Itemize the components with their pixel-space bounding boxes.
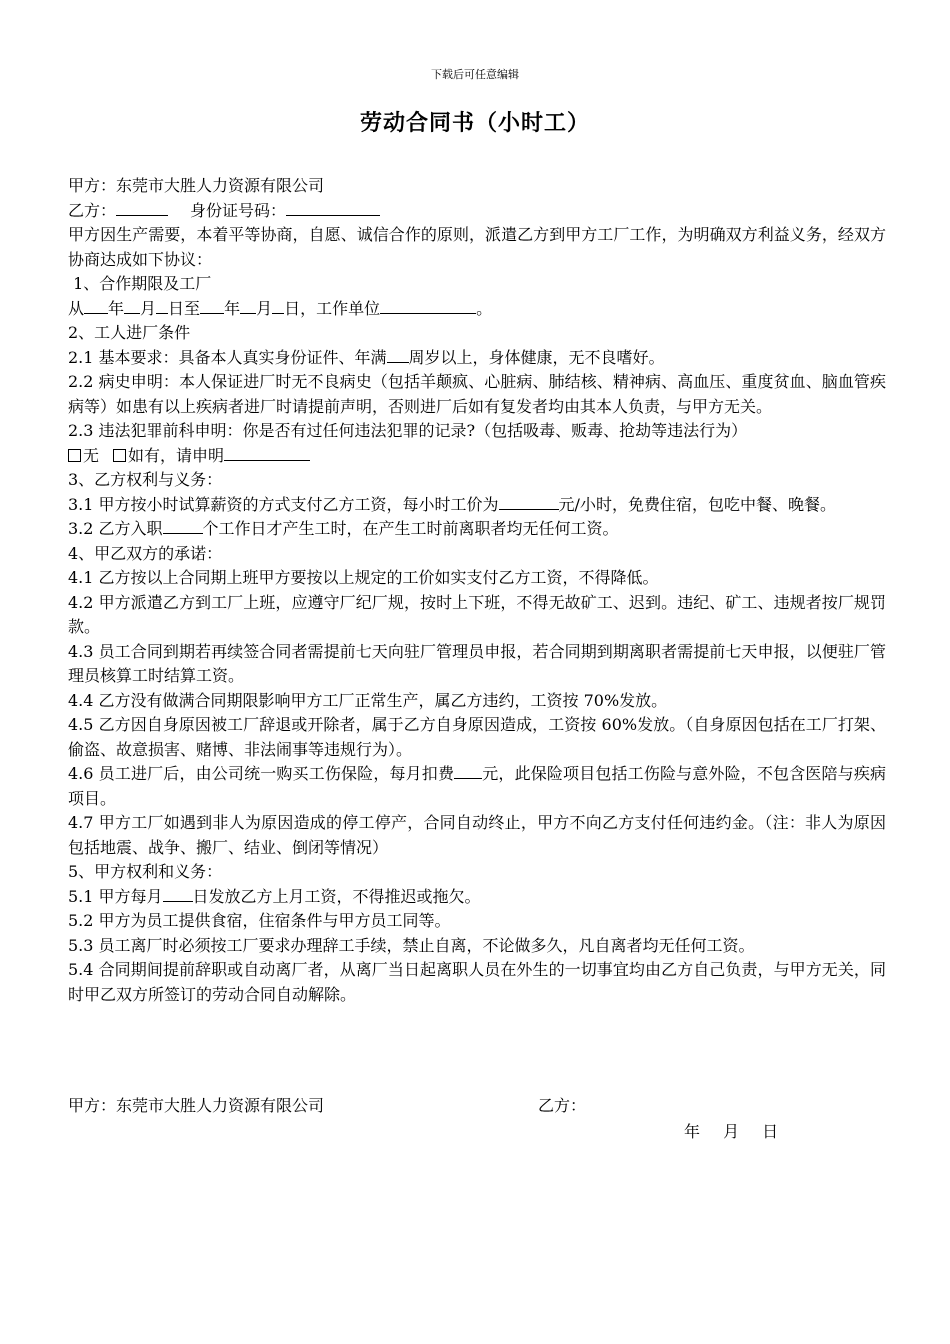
clause-2-2: 2.2 病史申明：本人保证进厂时无不良病史（包括羊颠疯、心脏病、肺结核、精神病、高血压、重度贫血、脑血管疾病等）如患有以上疾病者进厂时请提前声明，否则进厂后如有复发者均由其本人负责，与甲方无关。: [68, 372, 886, 416]
clause-3-1: [68, 493, 886, 518]
section-4-heading: 4、甲乙双方的承诺：: [68, 543, 223, 563]
end-day-blank[interactable]: [272, 298, 284, 314]
criminal-record-options: [68, 444, 886, 469]
work-unit-blank[interactable]: [380, 298, 476, 314]
clause-4-7: 4.7 甲方工厂如遇到非人为原因造成的停工停产，合同自动终止，甲方不向乙方支付任何违约金。（注：非人为原因包括地震、战争、搬厂、结业、倒闭等情况）: [68, 813, 886, 857]
section-2-heading: 2、工人进厂条件: [68, 323, 191, 342]
section-1-heading: 1、合作期限及工厂: [68, 274, 212, 293]
clause-4-2: 4.2 甲方派遣乙方到工厂上班，应遵守厂纪厂规，按时上下班，不得无故矿工、迟到。违纪、矿工、违规者按厂规罚款。: [68, 592, 886, 636]
id-number-blank[interactable]: [286, 200, 380, 216]
clause-4-4: 4.4 乙方没有做满合同期限影响甲方工厂正常生产，属乙方违约，工资按 70%发放。: [68, 690, 668, 710]
checkbox-yes[interactable]: [113, 449, 126, 462]
clause-5-1: [68, 885, 886, 910]
end-month-blank[interactable]: [240, 298, 256, 314]
party-b-line: [68, 199, 886, 224]
clause-4-5: 4.5 乙方因自身原因被工厂辞退或开除者，属于乙方自身原因造成，工资按 60%发放。（自身原因包括在工厂打架、偷盗、故意损害、赌博、非法闹事等违规行为）。: [68, 715, 886, 759]
day-to-label: 日至: [168, 298, 201, 318]
clause-2-1-text: 2.1 基本要求：具备本人真实身份证件、年满: [68, 347, 387, 367]
month-label: 月: [256, 298, 273, 318]
party-b-label: 乙方：: [68, 200, 117, 220]
option-none-label: 无: [83, 445, 100, 465]
clause-2-3: 2.3 违法犯罪前科申明：你是否有过任何违法犯罪的记录?（包括吸毒、贩毒、抢劫等违法行为）: [68, 421, 748, 440]
id-number-label: 身份证号码：: [190, 200, 287, 220]
clause-5-1-text: 5.1 甲方每月: [68, 886, 163, 906]
section-5-heading: 5、甲方权利和义务：: [68, 862, 223, 881]
insurance-fee-blank[interactable]: [454, 763, 482, 779]
period-end: 。: [476, 298, 493, 318]
age-blank[interactable]: [387, 347, 409, 363]
clause-3-2-text-end: 个工作日才产生工时，在产生工时前离职者均无任何工资。: [202, 519, 619, 538]
payday-blank[interactable]: [163, 886, 193, 902]
option-yes-label: 如有，请申明: [128, 445, 225, 465]
checkbox-none[interactable]: [68, 449, 81, 462]
document-title: 劳动合同书（小时工）: [359, 110, 590, 136]
section-3-heading: 3、乙方权利与义务：: [68, 470, 223, 489]
clause-5-3: 5.3 员工离厂时必须按工厂要求办理辞工手续，禁止自离，不论做多久，凡自离者均无任何工资。: [68, 935, 755, 955]
clause-3-2: [68, 517, 886, 542]
workdays-blank[interactable]: [163, 518, 203, 534]
party-a-line: 甲方：东莞市大胜人力资源有限公司: [68, 176, 325, 195]
clause-3-1-text-end: 元/小时，免费住宿，包吃中餐、晚餐。: [558, 494, 836, 514]
clause-4-3: 4.3 员工合同到期若再续签合同者需提前七天向驻厂管理员申报，若合同期到期离职者需提前七天申报，以便驻厂管理员核算工时结算工资。: [68, 641, 886, 685]
start-year-blank[interactable]: [84, 298, 108, 314]
signature-block: [68, 1094, 886, 1154]
month-label: 月: [140, 298, 157, 318]
clause-2-1-text-end: 周岁以上，身体健康，无不良嗜好。: [408, 347, 665, 367]
year-label: 年: [108, 298, 125, 318]
intro-paragraph: 甲方因生产需要，本着平等协商，自愿、诚信合作的原则，派遣乙方到甲方工厂工作，为明确双方利益义务，经双方协商达成如下协议：: [68, 225, 886, 269]
signature-party-b[interactable]: 乙方：: [538, 1096, 587, 1115]
clause-5-1-text-end: 日发放乙方上月工资，不得推迟或拖欠。: [192, 886, 481, 906]
clause-3-1-text: 3.1 甲方按小时试算薪资的方式支付乙方工资，每小时工价为: [68, 494, 499, 514]
clause-4-6: [68, 762, 886, 811]
hourly-wage-blank[interactable]: [499, 494, 559, 510]
start-month-blank[interactable]: [124, 298, 140, 314]
party-b-name-blank[interactable]: [116, 200, 168, 216]
clause-4-6-text-end: 元，此保险项目包括工伤险与意外险，不包含医陪与疾病项目。: [68, 764, 886, 808]
clause-4-6-text: 4.6 员工进厂后，由公司统一购买工伤保险，每月扣费: [68, 764, 455, 783]
contract-body: [68, 174, 886, 1007]
clause-4-1: 4.1 乙方按以上合同期上班甲方要按以上规定的工价如实支付乙方工资，不得降低。: [68, 568, 659, 587]
clause-5-2: 5.2 甲方为员工提供食宿，住宿条件与甲方员工同等。: [68, 911, 451, 930]
contract-period-line: [68, 297, 886, 322]
header-watermark: 下载后可任意编辑: [431, 68, 519, 81]
work-unit-label: 日，工作单位: [284, 298, 381, 318]
clause-5-4: 5.4 合同期间提前辞职或自动离厂者，从离厂当日起离职人员在外生的一切事宜均由乙方自己负责，与甲方无关，同时甲乙双方所签订的劳动合同自动解除。: [68, 960, 886, 1004]
signature-party-a: 甲方：东莞市大胜人力资源有限公司: [68, 1096, 325, 1115]
start-day-blank[interactable]: [156, 298, 168, 314]
signature-date[interactable]: 年 月 日: [684, 1122, 779, 1141]
clause-2-1: [68, 346, 886, 371]
end-year-blank[interactable]: [200, 298, 224, 314]
clause-3-2-text: 3.2 乙方入职: [68, 519, 163, 538]
record-declaration-blank[interactable]: [224, 445, 310, 461]
from-label: 从: [68, 298, 85, 318]
year-label: 年: [224, 298, 241, 318]
